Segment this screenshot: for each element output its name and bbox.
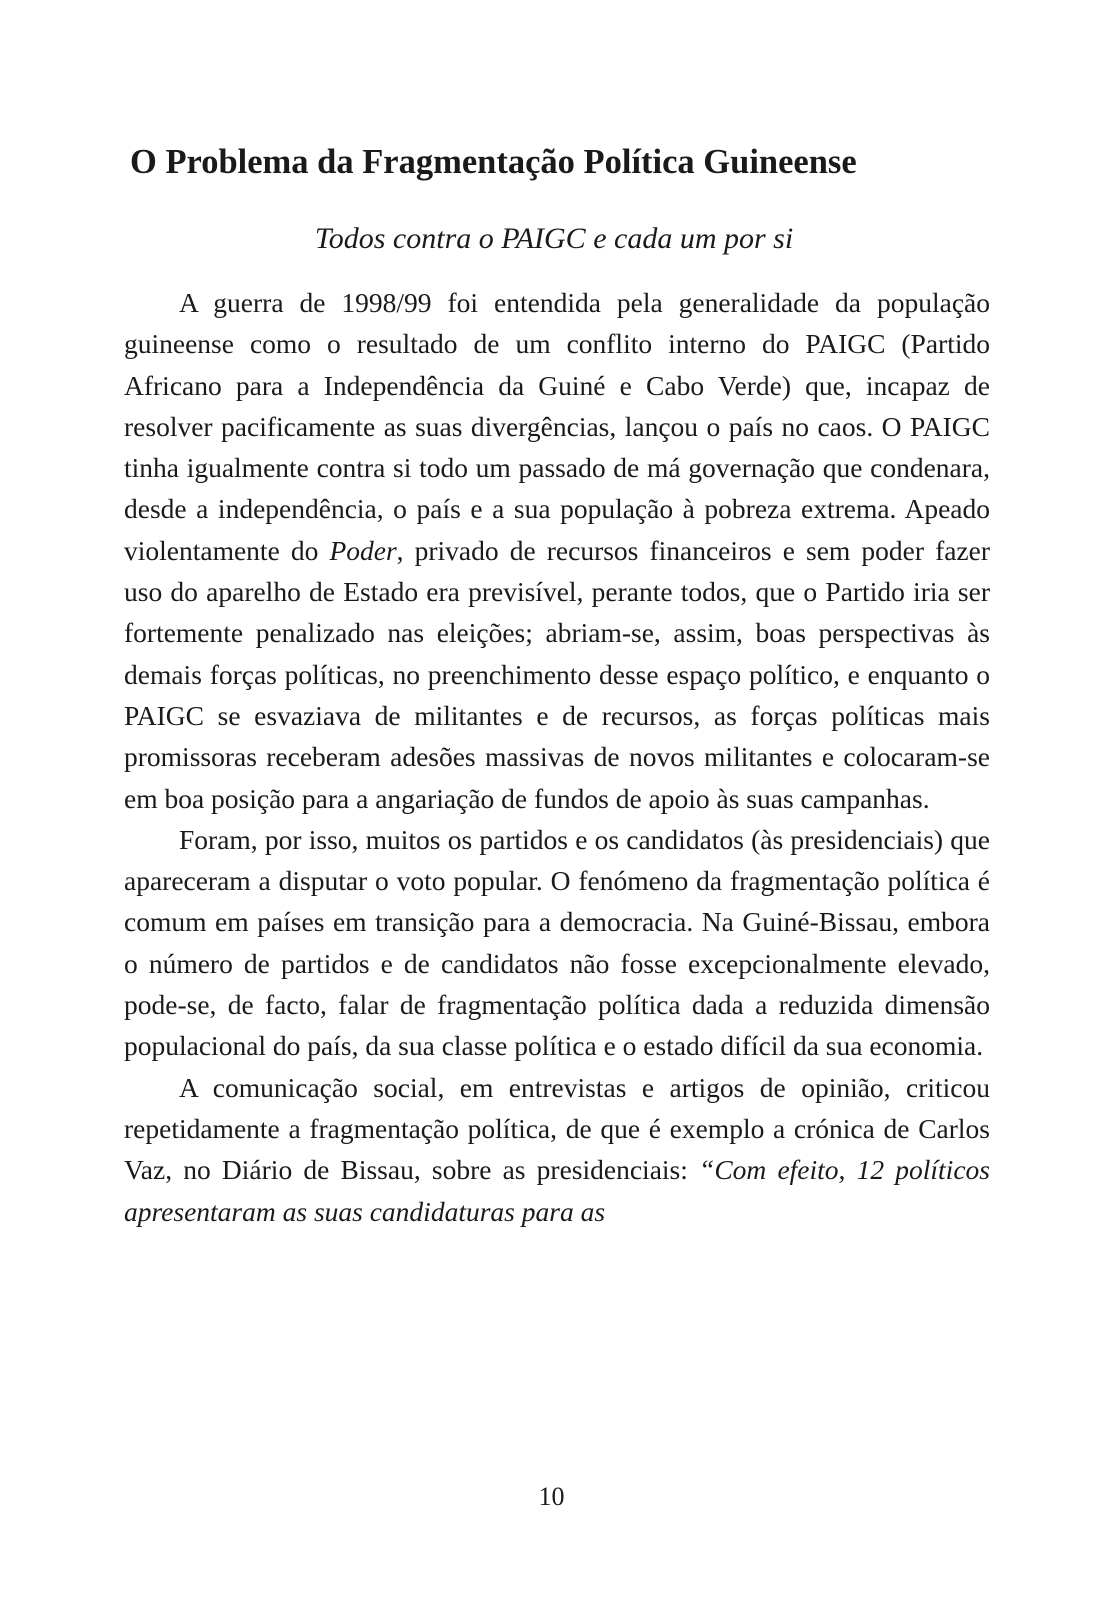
paragraph-1-text-a: A guerra de 1998/99 foi entendida pela generalidade da população guineense como o resultado de um conflito interno do PAIGC (Partido Africano para a Independência da Guiné e Cabo Verde) que, incapaz de resolver pacificamente as suas divergências, lançou o país no caos. O PAIGC tinha igualmente contra si todo um passado de má governação que condenara, desde a independência, o país e a sua população à pobreza extrema. Apeado violentamente do	[124, 287, 990, 566]
paragraph-1-emphasis: Poder	[329, 534, 397, 566]
paragraph-2: Foram, por isso, muitos os partidos e os candidatos (às presidenciais) que apareceram a disputar o voto popular. O fenómeno da fragmentação política é comum em países em transição para a democracia. Na Guiné-Bissau, embora o número de partidos e de candidatos não fosse excepcionalmente elevado, pode-se, de facto, falar de fragmentação política dada a reduzida dimensão populacional do país, da sua classe política e o estado difícil da sua economia.	[124, 823, 990, 1062]
paragraph-3-text: A comunicação social, em entrevistas e artigos de opinião, criticou repetidamente a fragmentação política, de que é exemplo a crónica de Carlos Vaz, no Diário de Bissau, sobre as presidenciais:	[124, 1071, 990, 1186]
body-text	[124, 282, 990, 1232]
paragraph-1	[124, 282, 990, 819]
paragraph-3	[124, 1067, 990, 1232]
chapter-subtitle: Todos contra o PAIGC e cada um por si	[314, 222, 794, 255]
page-number: 10	[538, 1482, 565, 1511]
paragraph-3-quote: “Com efeito, 12 políticos apresentaram as suas candidaturas para as	[124, 1154, 990, 1227]
chapter-title: O Problema da Fragmentação Política Guineense	[130, 143, 857, 181]
paragraph-1-text-b: , privado de recursos financeiros e sem poder fazer uso do aparelho de Estado era previsível, perante todos, que o Partido iria ser fortemente penalizado nas eleições; abriam-se, assim, boas perspectivas às demais forças políticas, no preenchimento desse espaço político, e enquanto o PAIGC se esvaziava de militantes e de recursos, as forças políticas mais promissoras receberam adesões massivas de novos militantes e colocaram-se em boa posição para a angariação de fundos de apoio às suas campanhas.	[124, 534, 991, 814]
